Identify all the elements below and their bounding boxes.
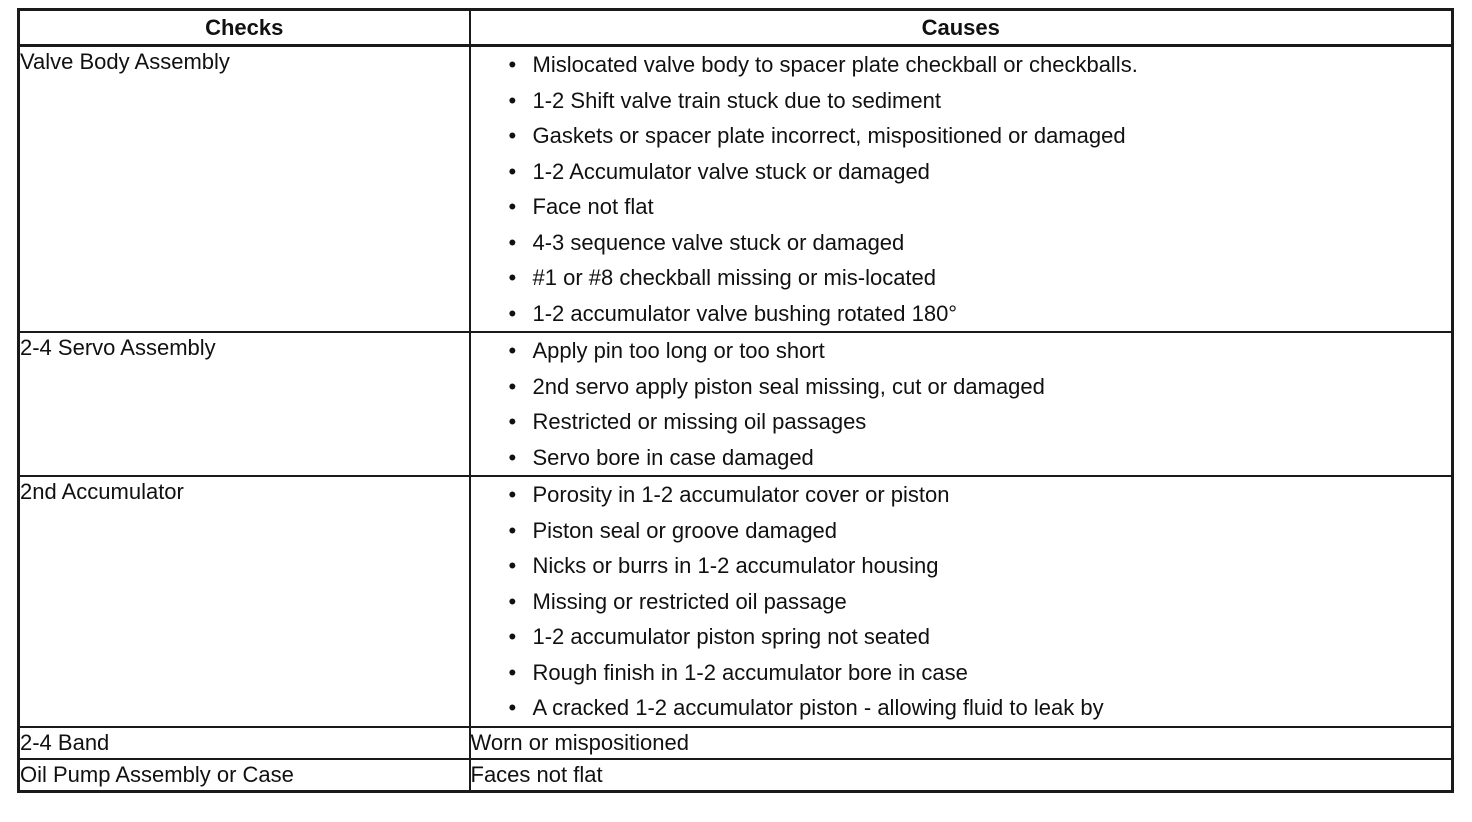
cause-item	[509, 619, 1452, 655]
cause-item	[509, 333, 1452, 369]
bullet-icon: •	[508, 265, 517, 290]
cause-item	[509, 189, 1452, 225]
cause-item	[509, 404, 1452, 440]
cause-item	[509, 225, 1452, 261]
bullet-icon: •	[508, 52, 517, 77]
cause-item	[509, 584, 1452, 620]
cause-text: A cracked 1-2 accumulator piston - allowing fluid to leak by	[532, 695, 1104, 720]
diagnosis-table	[17, 8, 1454, 793]
cause-text: #1 or #8 checkball missing or mis-located	[532, 265, 937, 290]
check-cell: Valve Body Assembly	[19, 46, 470, 333]
cause-text: 1-2 accumulator valve bushing rotated 180°	[532, 300, 958, 326]
bullet-icon: •	[508, 373, 517, 399]
bullet-icon: •	[508, 409, 517, 434]
table-row	[19, 727, 1453, 759]
table-row	[19, 332, 1453, 476]
cause-item	[509, 690, 1452, 726]
bullet-icon: •	[508, 659, 517, 685]
cause-text: Servo bore in case damaged	[532, 444, 814, 470]
cause-item	[509, 47, 1452, 83]
cause-item	[509, 118, 1452, 154]
cause-item	[509, 154, 1452, 190]
cause-text: 2nd servo apply piston seal missing, cut or damaged	[532, 373, 1045, 399]
bullet-icon: •	[508, 338, 517, 363]
bullet-icon: •	[508, 553, 517, 578]
bullet-icon: •	[508, 194, 517, 219]
causes-cell	[470, 476, 1453, 727]
cause-text: Face not flat	[532, 194, 654, 219]
header-checks: Checks	[19, 10, 470, 46]
bullet-icon: •	[508, 624, 517, 649]
bullet-icon: •	[508, 444, 517, 470]
bullet-icon: •	[508, 123, 517, 148]
check-cell: 2nd Accumulator	[19, 476, 470, 727]
cause-text: 4-3 sequence valve stuck or damaged	[532, 229, 905, 255]
cause-text: Restricted or missing oil passages	[532, 409, 867, 434]
cause-item	[509, 369, 1452, 405]
cause-text: Nicks or burrs in 1-2 accumulator housing	[532, 553, 939, 578]
cause-text: Apply pin too long or too short	[532, 338, 825, 363]
bullet-icon: •	[508, 87, 517, 113]
bullet-icon: •	[508, 482, 517, 507]
cause-list	[471, 333, 1452, 475]
cause-item	[509, 655, 1452, 691]
bullet-icon: •	[508, 229, 517, 255]
table-row	[19, 476, 1453, 727]
bullet-icon: •	[508, 517, 517, 543]
check-cell: 2-4 Servo Assembly	[19, 332, 470, 476]
bullet-icon: •	[508, 300, 517, 326]
check-cell: 2-4 Band	[19, 727, 470, 759]
cause-plain-cell: Faces not flat	[470, 759, 1453, 792]
cause-text: Rough finish in 1-2 accumulator bore in case	[532, 659, 968, 685]
cause-text: Porosity in 1-2 accumulator cover or piston	[532, 482, 950, 507]
cause-text: 1-2 Accumulator valve stuck or damaged	[532, 158, 930, 184]
check-cell: Oil Pump Assembly or Case	[19, 759, 470, 792]
bullet-icon: •	[508, 695, 517, 720]
cause-item	[509, 260, 1452, 296]
cause-item	[509, 440, 1452, 476]
cause-list	[471, 47, 1452, 331]
table-row	[19, 46, 1453, 333]
cause-item	[509, 513, 1452, 549]
cause-plain-cell: Worn or mispositioned	[470, 727, 1453, 759]
cause-item	[509, 548, 1452, 584]
header-row	[19, 10, 1453, 46]
cause-text: 1-2 accumulator piston spring not seated	[532, 624, 930, 649]
bullet-icon: •	[508, 588, 517, 614]
cause-text: Mislocated valve body to spacer plate checkball or checkballs.	[532, 52, 1138, 77]
cause-item	[509, 477, 1452, 513]
cause-item	[509, 296, 1452, 332]
bullet-icon: •	[508, 158, 517, 184]
cause-list	[471, 477, 1452, 726]
causes-cell	[470, 46, 1453, 333]
table-row	[19, 759, 1453, 792]
cause-text: Piston seal or groove damaged	[532, 517, 838, 543]
header-causes: Causes	[470, 10, 1453, 46]
causes-cell	[470, 332, 1453, 476]
cause-item	[509, 83, 1452, 119]
cause-text: Gaskets or spacer plate incorrect, mispositioned or damaged	[532, 123, 1126, 148]
cause-text: 1-2 Shift valve train stuck due to sediment	[532, 87, 941, 113]
cause-text: Missing or restricted oil passage	[532, 588, 847, 614]
